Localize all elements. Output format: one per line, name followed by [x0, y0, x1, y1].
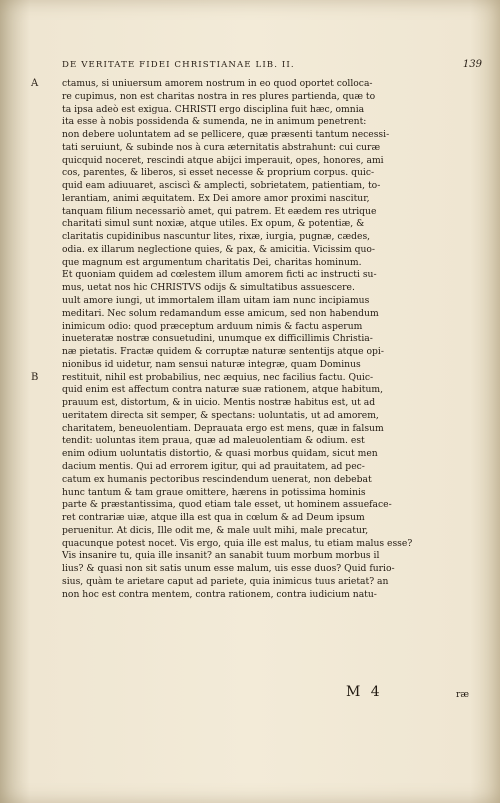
text-line: lerantiam, animi æquitatem. Ex Dei amore amor proximi nascitur, [62, 192, 370, 204]
folio-number: 139 [462, 59, 482, 70]
text-line: mus, uetat nos hic CHRISTVS odijs & simultatibus assuescere. [62, 282, 355, 294]
text-line: ueritatem directa sit semper, & spectans: uoluntatis, ut ad amorem, [62, 409, 379, 421]
text-line: inueteratæ nostræ consuetudini, unumque ex difficillimis Christia- [62, 333, 373, 345]
text-line: sius, quàm te arietare caput ad pariete, quia inimicus tuus arietat? an [62, 575, 389, 587]
text-line: tendit: uoluntas item praua, quæ ad maleuolentiam & odium. est [62, 435, 365, 447]
text-line: Et quoniam quidem ad cœlestem illum amorem ficti ac instructi su- [62, 269, 377, 281]
text-line: catum ex humanis pectoribus rescindendum uenerat, non debebat [62, 473, 372, 485]
text-line: tanquam filium necessariò amet, qui patrem. Et eædem res utrique [62, 205, 377, 217]
text-line: peruenitur. At dicis, Ille odit me, & male uult mihi, male precatur, [62, 524, 369, 536]
text-line: ret contrariæ uiæ, atque illa est qua in cœlum & ad Deum ipsum [62, 512, 365, 524]
text-line: ita esse à nobis possidenda & sumenda, ne in animum penetrent: [62, 116, 367, 128]
text-line: Vis insanire tu, quia ille insanit? an sanabit tuum morbum morbus il [62, 550, 380, 562]
text-line: quacunque potest nocet. Vis ergo, quia ille est malus, tu etiam malus esse? [62, 537, 413, 549]
running-head: DE VERITATE FIDEI CHRISTIANAE LIB. II. [62, 60, 295, 70]
margin-letter-a: A [31, 78, 39, 89]
catchword: ræ [456, 689, 470, 700]
text-line: re cupimus, non est charitas nostra in res plures partienda, quæ to [62, 90, 376, 102]
text-line: næ pietatis. Fractæ quidem & corruptæ naturæ sententijs atque opi- [62, 346, 384, 358]
text-line: ctamus, si uniuersum amorem nostrum in eo quod oportet colloca- [62, 78, 373, 89]
text-line: quicquid noceret, rescindi atque abijci imperauit, opes, honores, ami [62, 154, 384, 166]
text-line: non debere uoluntatem ad se pellicere, quæ præsenti tantum necessi- [62, 129, 390, 141]
text-line: enim odium uoluntatis distortio, & quasi morbus quidam, sicut men [62, 448, 378, 460]
text-line: inimicum odio: quod præceptum arduum nimis & factu asperum [62, 320, 363, 332]
text-line: quid eam adiuuaret, asciscì & amplecti, sobrietatem, patientiam, to- [62, 180, 381, 192]
margin-letter-b: B [31, 372, 39, 383]
signature-mark: M 4 [346, 684, 383, 700]
text-line: lius? & quasi non sit satis unum esse malum, uis esse duos? Quid furio- [62, 563, 395, 575]
text-line: odia. ex illarum neglectione quies, & pax, & amicitia. Vicissim quo- [62, 243, 376, 255]
text-line: que magnum est argumentum charitatis Dei, charitas hominum. [62, 256, 362, 268]
text-line: prauum est, distortum, & in uicio. Mentis nostræ habitus est, ut ad [62, 397, 376, 409]
text-line: hunc tantum & tam graue omittere, hærens in potissima hominis [62, 486, 366, 498]
text-line: charitatem, beneuolentiam. Deprauata ergo est mens, quæ in falsum [62, 422, 384, 434]
text-line: tati seruiunt, & subinde nos à cura æternitatis abstrahunt: cui curæ [62, 141, 381, 153]
text-line: nionibus id uidetur, nam sensui naturæ integræ, quam Dominus [62, 358, 361, 370]
text-line: cos, parentes, & liberos, si esset necesse & proprium corpus. quic- [62, 167, 375, 179]
text-line: ta ipsa adeò est exigua. CHRISTI ergo disciplina fuit hæc, omnia [62, 103, 365, 115]
body-text [62, 78, 482, 601]
page-header [62, 60, 482, 76]
text-line: meditari. Nec solum redamandum esse amicum, sed non habendum [62, 307, 379, 319]
text-line: charitati simul sunt noxiæ, atque utiles. Ex opum, & potentiæ, & [62, 218, 365, 230]
text-line: non hoc est contra mentem, contra rationem, contra iudicium natu- [62, 588, 377, 600]
text-line: restituit, nihil est probabilius, nec æquius, nec facilius factu. Quic- [62, 371, 374, 383]
text-line: parte & præstantissima, quod etiam tale esset, ut hominem assueface- [62, 499, 392, 511]
text-line: claritatis cupidinibus nascuntur lites, rixæ, iurgia, pugnæ, cædes, [62, 231, 371, 243]
text-line: dacium mentis. Qui ad errorem igitur, qui ad prauitatem, ad pec- [62, 460, 365, 472]
text-line: quid enim est affectum contra naturæ suæ rationem, atque habitum, [62, 384, 383, 396]
text-line: uult amore iungi, ut immortalem illam uitam iam nunc incipiamus [62, 295, 370, 307]
